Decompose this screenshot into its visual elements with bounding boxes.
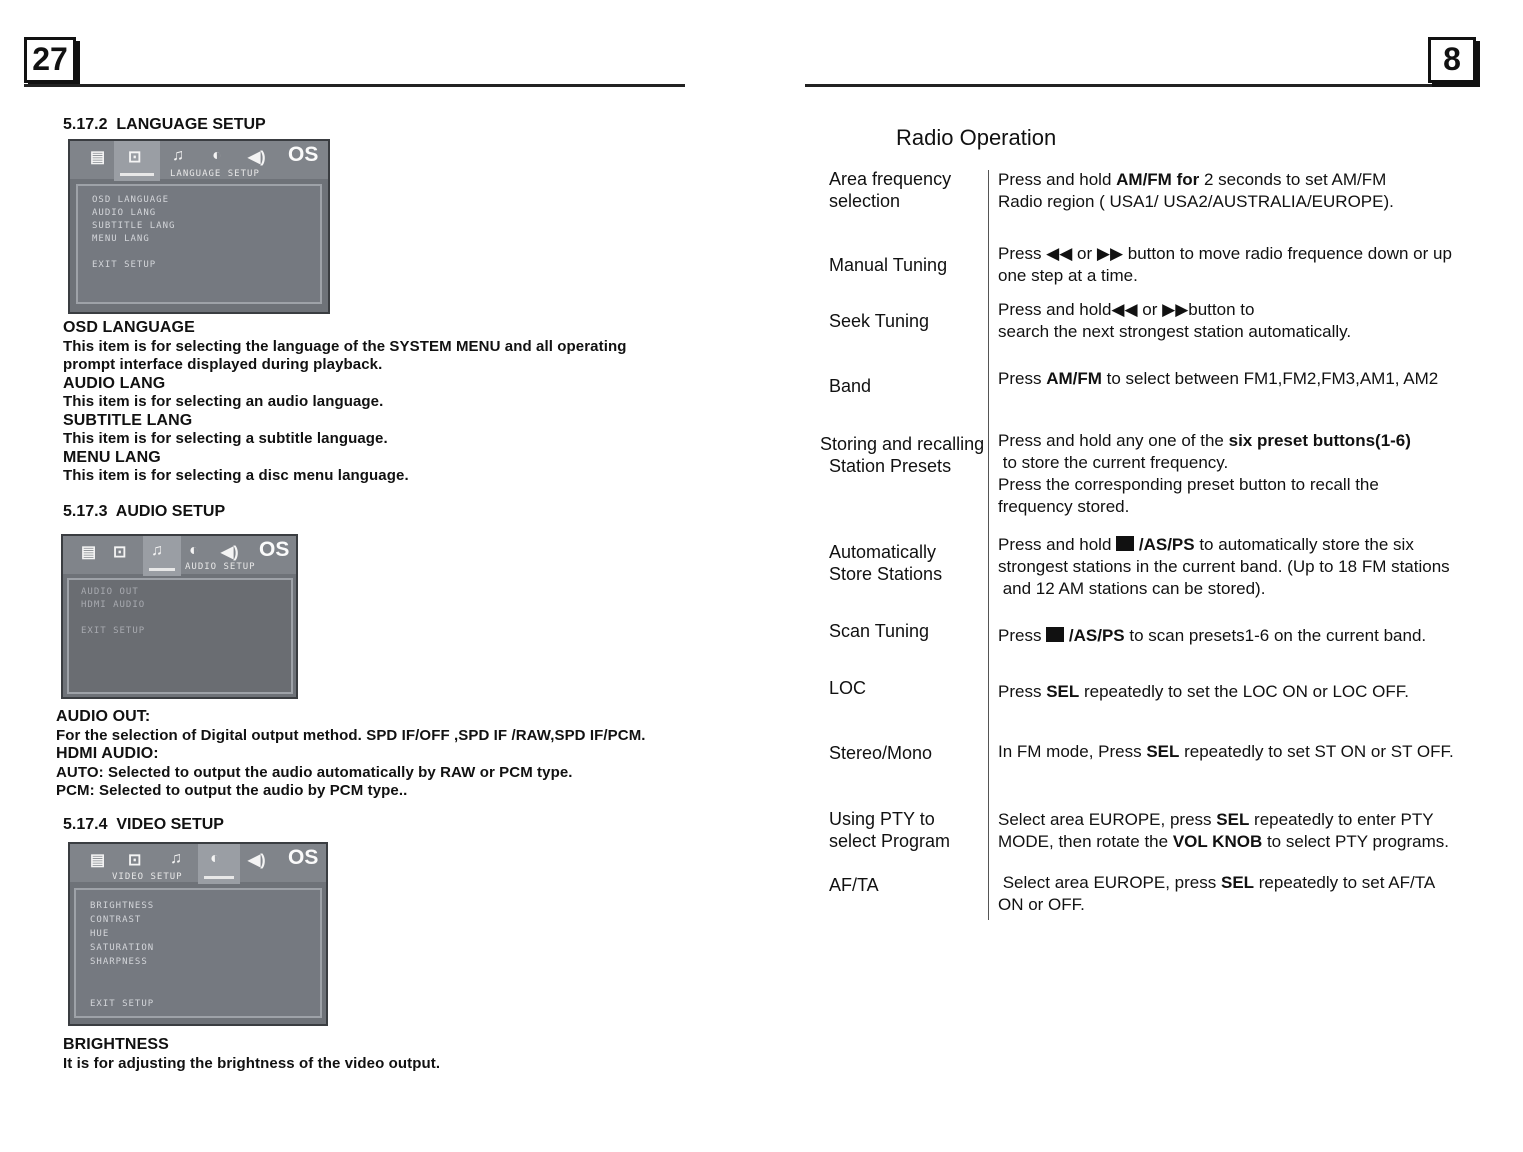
text-run: Select area EUROPE, press	[998, 873, 1221, 892]
def-term: BRIGHTNESS	[63, 1036, 169, 1053]
text-run: search the next strongest station automatically.	[998, 322, 1352, 341]
osd-menu-item: MENU LANG	[92, 234, 150, 244]
label-line: Automatically	[829, 542, 937, 562]
text-run: strongest stations in the current band. (Up to 18 FM stations	[998, 557, 1450, 576]
def-text: This item is for selecting a disc menu language.	[63, 467, 409, 484]
language-setup-osd	[68, 139, 330, 314]
audio-setup-osd	[61, 534, 298, 699]
text-run: frequency stored.	[998, 497, 1130, 516]
text-run: Press and hold◀◀ or ▶▶button to	[998, 300, 1255, 319]
text-run: to scan presets1-6 on the current band.	[1124, 626, 1427, 645]
system-tab-icon: ▤	[81, 544, 97, 561]
audio-definitions	[56, 708, 686, 801]
bold-text-run: SEL	[1046, 682, 1080, 701]
radio-row-description	[998, 681, 1508, 703]
text-run: and 12 AM stations can be stored).	[998, 579, 1266, 598]
label-line: Seek Tuning	[829, 311, 930, 331]
def-term: MENU LANG	[63, 448, 161, 466]
text-run: Press ◀◀ or ▶▶ button to move radio frequence down or up	[998, 244, 1452, 263]
osd-menu-item: BRIGHTNESS	[90, 901, 155, 911]
video-tab-icon: ◐	[189, 542, 199, 559]
osd-menu-item: SUBTITLE LANG	[92, 221, 176, 231]
radio-row-label	[820, 433, 984, 477]
bold-text-run: VOL KNOB	[1172, 832, 1263, 851]
text-run: In FM mode, Press	[998, 742, 1147, 761]
radio-row-description	[998, 430, 1508, 518]
label-line: Using PTY to	[829, 809, 935, 829]
radio-row-description	[998, 741, 1508, 763]
label-line: selection	[829, 191, 901, 211]
radio-row-description	[998, 243, 1508, 287]
text-run: 2 seconds to set AM/FM	[1199, 170, 1387, 189]
def-text: For the selection of Digital output method. SPD IF/OFF ,SPD IF /RAW,SPD IF/PCM.	[56, 726, 646, 744]
radio-row-description	[998, 625, 1508, 647]
description-line	[998, 534, 1508, 556]
radio-row-description	[998, 169, 1508, 213]
osd-menu-item: EXIT SETUP	[90, 999, 155, 1009]
right-page-number: 8	[1428, 37, 1476, 83]
bold-text-run: six preset buttons(1-6)	[1228, 431, 1411, 450]
label-line: Store Stations	[829, 564, 943, 584]
text-run: one step at a time.	[998, 266, 1138, 285]
osd-menu-item: OSD LANGUAGE	[92, 195, 170, 205]
text-run: to select between FM1,FM2,FM3,AM1, AM2	[1101, 369, 1439, 388]
bold-text-run: /AS/PS	[1064, 626, 1125, 645]
label-line: Stereo/Mono	[829, 743, 933, 763]
audio-tab-icon: ♫	[151, 542, 163, 559]
osd-menu-item: EXIT SETUP	[81, 626, 146, 636]
radio-row-label	[829, 168, 951, 212]
description-line	[998, 809, 1508, 831]
def-text: It is for adjusting the brightness of the video output.	[63, 1054, 441, 1072]
description-line	[998, 243, 1508, 265]
description-line	[998, 265, 1508, 287]
osd-caption: AUDIO SETUP	[185, 562, 256, 572]
def-term: OSD LANGUAGE	[63, 319, 195, 336]
label-line: Station Presets	[829, 456, 952, 476]
description-line	[998, 191, 1508, 213]
radio-row-label	[829, 874, 879, 896]
def-text: This item is for selecting a subtitle language.	[63, 430, 388, 447]
left-page-number: 27	[24, 37, 76, 83]
radio-operation-title: Radio Operation	[896, 125, 1057, 150]
osd-caption: LANGUAGE SETUP	[170, 169, 260, 179]
description-line	[998, 496, 1508, 518]
left-header-rule	[24, 84, 685, 87]
def-text: This item is for selecting an audio language.	[63, 393, 384, 410]
def-term: AUDIO LANG	[63, 374, 166, 392]
audio-setup-heading: 5.17.3 AUDIO SETUP	[63, 503, 226, 520]
radio-row-label	[829, 742, 932, 764]
description-line	[998, 625, 1508, 647]
radio-row-label	[829, 310, 929, 332]
description-line	[998, 681, 1508, 703]
text-run: repeatedly to enter PTY	[1249, 810, 1434, 829]
label-line: Storing and recalling	[820, 434, 985, 454]
text-run: repeatedly to set the LOC ON or LOC OFF.	[1079, 682, 1409, 701]
osd-menu-item: EXIT SETUP	[92, 260, 157, 270]
description-line	[998, 368, 1508, 390]
def-text: AUTO: Selected to output the audio automatically by RAW or PCM type.	[56, 763, 573, 781]
os-tab-label: OS	[259, 538, 290, 561]
radio-row-description	[998, 368, 1508, 390]
label-line: select Program	[829, 831, 951, 851]
text-run: repeatedly to set ST ON or ST OFF.	[1179, 742, 1454, 761]
bold-text-run: AM/FM for	[1116, 170, 1200, 189]
radio-row-label	[829, 677, 866, 699]
osd-menu-item: AUDIO LANG	[92, 208, 157, 218]
radio-row-label	[829, 541, 942, 585]
description-line	[998, 430, 1508, 452]
video-tab-icon: ◐	[210, 850, 220, 867]
video-definitions	[63, 1036, 663, 1073]
osd-caption: VIDEO SETUP	[112, 872, 183, 882]
table-divider	[988, 170, 989, 920]
text-run: to select PTY programs.	[1262, 832, 1449, 851]
text-run: repeatedly to set AF/TA	[1254, 873, 1436, 892]
label-line: LOC	[829, 678, 867, 698]
def-text: This item is for selecting the language of the SYSTEM MENU and all operating prompt interface displayed during playback.	[63, 337, 627, 373]
description-line	[998, 578, 1508, 600]
description-line	[998, 452, 1508, 474]
description-line	[998, 321, 1508, 343]
os-tab-label: OS	[288, 143, 319, 166]
language-setup-heading: 5.17.2 LANGUAGE SETUP	[63, 116, 266, 133]
label-line: Band	[829, 376, 872, 396]
osd-menu-item: HDMI AUDIO	[81, 600, 146, 610]
speaker-tab-icon: ◀)	[248, 149, 266, 166]
language-definitions	[63, 319, 663, 486]
bold-text-run: SEL	[1146, 742, 1180, 761]
label-line: AF/TA	[829, 875, 879, 895]
description-line	[998, 556, 1508, 578]
speaker-tab-icon: ◀)	[221, 544, 239, 561]
description-line	[998, 474, 1508, 496]
description-line	[998, 894, 1508, 916]
bold-text-run: SEL	[1220, 873, 1255, 892]
bold-text-run: /AS/PS	[1134, 535, 1195, 554]
osd-menu-item: SHARPNESS	[90, 957, 148, 967]
label-line: Area frequency	[829, 169, 952, 189]
radio-row-label	[829, 620, 929, 642]
text-run: Press and hold any one of the	[998, 431, 1229, 450]
def-term: SUBTITLE LANG	[63, 411, 193, 429]
radio-row-label	[829, 375, 871, 397]
right-header-rule	[805, 84, 1450, 87]
text-run: to store the current frequency.	[998, 453, 1229, 472]
description-line	[998, 169, 1508, 191]
radio-row-description	[998, 872, 1508, 916]
language-tab-icon: ⊡	[128, 852, 142, 869]
def-text: PCM: Selected to output the audio by PCM type..	[56, 782, 408, 799]
def-term: HDMI AUDIO:	[56, 745, 159, 762]
text-run: Radio region ( USA1/ USA2/AUSTRALIA/EUROPE).	[998, 192, 1394, 211]
text-run: MODE, then rotate the	[998, 832, 1173, 851]
description-line	[998, 299, 1508, 321]
description-line	[998, 741, 1508, 763]
radio-row-label	[829, 808, 950, 852]
radio-row-description	[998, 534, 1508, 600]
os-tab-label: OS	[288, 846, 319, 869]
text-run: Press	[998, 626, 1047, 645]
video-setup-heading: 5.17.4 VIDEO SETUP	[63, 816, 224, 833]
stop-button-icon	[1116, 536, 1134, 551]
radio-row-description	[998, 299, 1508, 343]
system-tab-icon: ▤	[90, 149, 106, 166]
text-run: ON or OFF.	[998, 895, 1085, 914]
text-run: Press and hold	[998, 170, 1117, 189]
speaker-tab-icon: ◀)	[248, 852, 266, 869]
osd-menu-item: HUE	[90, 929, 110, 939]
video-setup-osd	[68, 842, 328, 1026]
stop-button-icon	[1046, 627, 1064, 642]
text-run: Press the corresponding preset button to recall the	[998, 475, 1379, 494]
text-run: Select area EUROPE, press	[998, 810, 1217, 829]
osd-menu-item: CONTRAST	[90, 915, 142, 925]
text-run: Press and hold	[998, 535, 1117, 554]
bold-text-run: AM/FM	[1046, 369, 1102, 388]
video-tab-icon: ◐	[212, 147, 222, 164]
radio-row-description	[998, 809, 1508, 853]
osd-menu-item: AUDIO OUT	[81, 587, 139, 597]
osd-menu-item: SATURATION	[90, 943, 155, 953]
text-run: Press	[998, 369, 1047, 388]
audio-tab-icon: ♫	[170, 850, 182, 867]
language-tab-icon: ⊡	[113, 544, 127, 561]
description-line	[998, 831, 1508, 853]
def-term: AUDIO OUT:	[56, 708, 151, 725]
audio-tab-icon: ♫	[172, 147, 184, 164]
label-line: Scan Tuning	[829, 621, 930, 641]
radio-row-label	[829, 254, 947, 276]
text-run: to automatically store the six	[1194, 535, 1414, 554]
bold-text-run: SEL	[1216, 810, 1250, 829]
label-line: Manual Tuning	[829, 255, 948, 275]
language-tab-icon: ⊡	[128, 149, 142, 166]
system-tab-icon: ▤	[90, 852, 106, 869]
text-run: Press	[998, 682, 1047, 701]
description-line	[998, 872, 1508, 894]
